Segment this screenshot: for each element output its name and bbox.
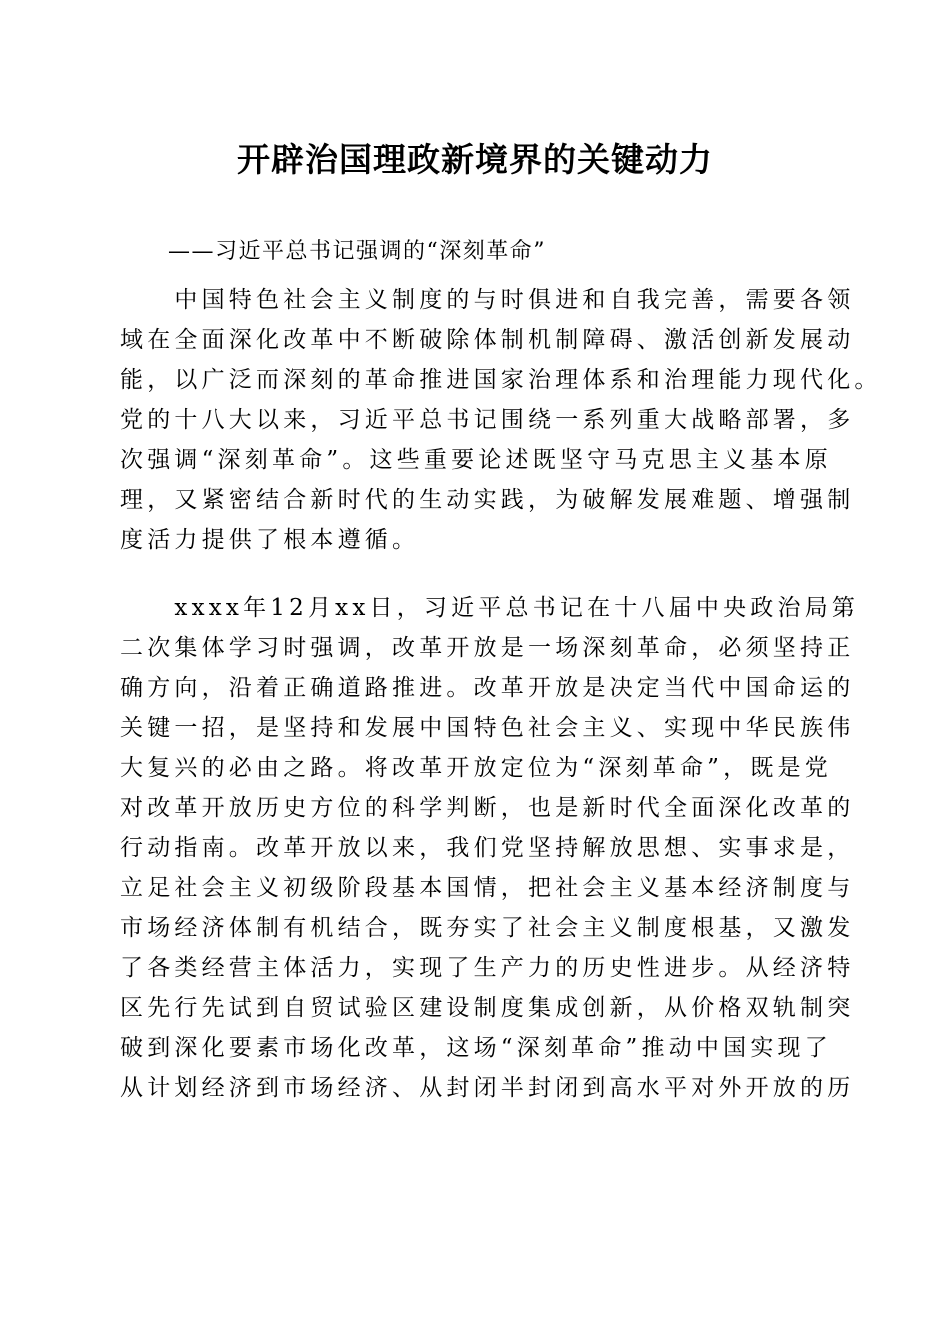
paragraph-line: 次强调“深刻革命”。这些重要论述既坚守马克思主义基本原 — [120, 447, 832, 473]
paragraph-line: 市场经济体制有机结合，既夯实了社会主义制度根基，又激发 — [120, 915, 855, 941]
document-subtitle: ——习近平总书记强调的“深刻革命” — [168, 239, 546, 264]
paragraph-line: 对改革开放历史方位的科学判断，也是新时代全面深化改革的 — [120, 795, 855, 821]
paragraph-line: 立足社会主义初级阶段基本国情，把社会主义基本经济制度与 — [120, 875, 855, 901]
paragraph-line: 大复兴的必由之路。将改革开放定位为“深刻革命”，既是党 — [120, 755, 832, 781]
paragraph-line: 区先行先试到自贸试验区建设制度集成创新，从价格双轨制突 — [120, 995, 855, 1021]
paragraph-line: 二次集体学习时强调，改革开放是一场深刻革命，必须坚持正 — [120, 635, 855, 661]
paragraph-line: xxxx年12月xx日，习近平总书记在十八届中央政治局第 — [120, 595, 860, 621]
paragraph-line: 中国特色社会主义制度的与时俱进和自我完善，需要各领 — [120, 287, 855, 313]
document-title: 开辟治国理政新境界的关键动力 — [237, 140, 713, 179]
paragraph-line: 度活力提供了根本遵循。 — [120, 527, 420, 553]
paragraph-line: 确方向，沿着正确道路推进。改革开放是决定当代中国命运的 — [120, 675, 855, 701]
paragraph-1 — [120, 280, 882, 560]
paragraph-line: 理，又紧密结合新时代的生动实践，为破解发展难题、增强制 — [120, 487, 855, 513]
paragraph-line: 党的十八大以来，习近平总书记围绕一系列重大战略部署，多 — [120, 407, 855, 433]
paragraph-line: 破到深化要素市场化改革，这场“深刻革命”推动中国实现了 — [120, 1035, 832, 1061]
paragraph-2 — [120, 588, 860, 1108]
paragraph-line: 关键一招，是坚持和发展中国特色社会主义、实现中华民族伟 — [120, 715, 855, 741]
paragraph-line: 从计划经济到市场经济、从封闭半封闭到高水平对外开放的历 — [120, 1075, 855, 1101]
paragraph-line: 行动指南。改革开放以来，我们党坚持解放思想、实事求是， — [120, 835, 855, 861]
paragraph-line: 能，以广泛而深刻的革命推进国家治理体系和治理能力现代化。 — [120, 367, 882, 393]
paragraph-line: 了各类经营主体活力，实现了生产力的历史性进步。从经济特 — [120, 955, 855, 981]
paragraph-line: 域在全面深化改革中不断破除体制机制障碍、激活创新发展动 — [120, 327, 855, 353]
